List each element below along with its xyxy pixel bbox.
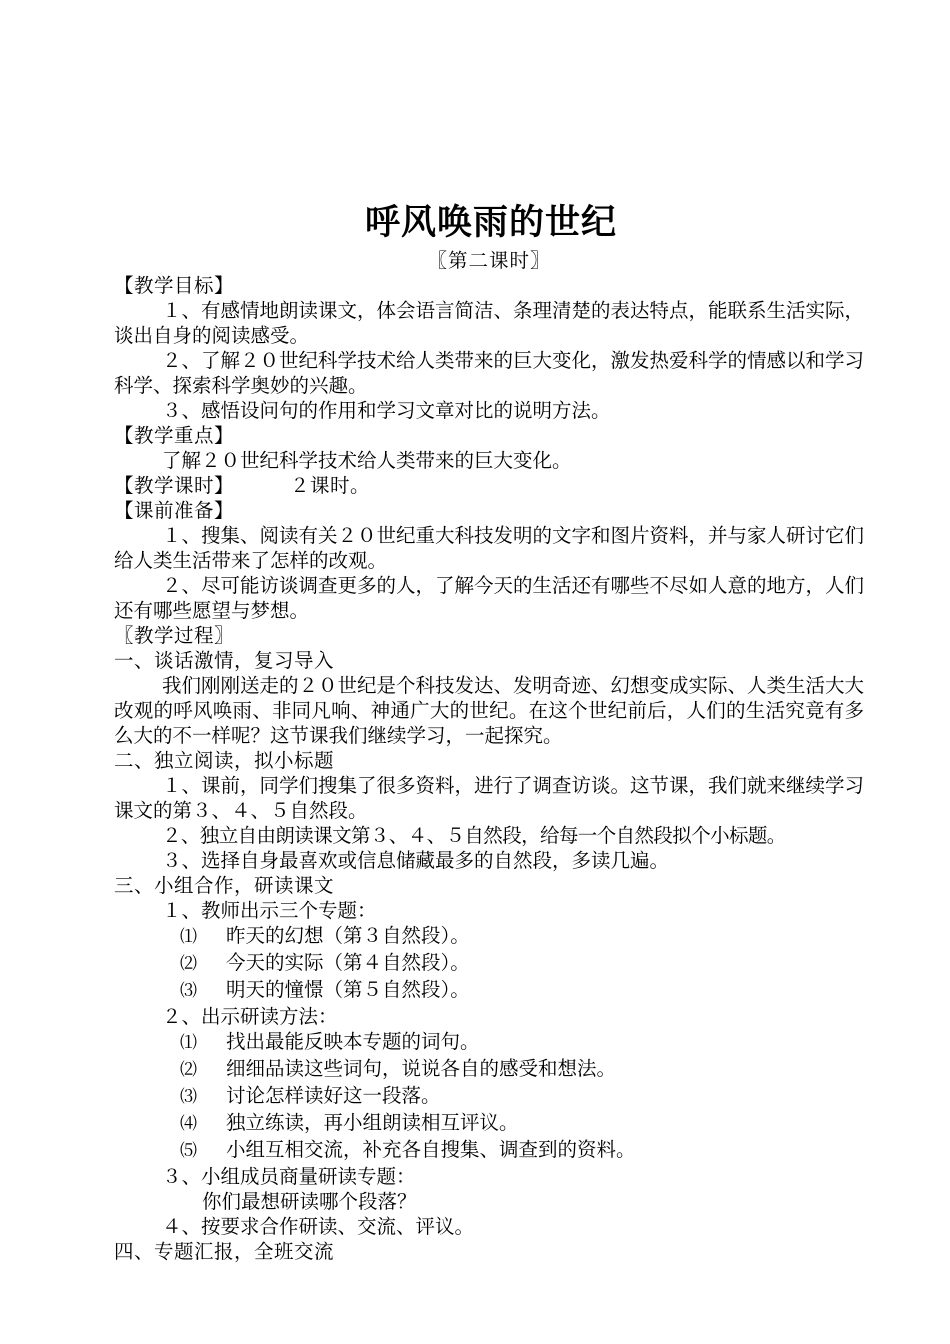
step-heading: 四、专题汇报，全班交流 (114, 1240, 335, 1263)
topic-text: 昨天的幻想（第３自然段）。 (226, 924, 470, 947)
list-number: ⑵ (180, 954, 197, 974)
step-item: ３、选择自身最喜欢或信息储藏最多的自然段，多读几遍。 (162, 849, 670, 872)
list-number: ⑴ (180, 927, 197, 947)
step-heading: 一、谈话激情，复习导入 (114, 649, 335, 672)
document-title: 呼风唤雨的世纪 (364, 203, 617, 243)
list-number: ⑶ (180, 981, 197, 1001)
topic-text: 今天的实际（第４自然段）。 (226, 951, 470, 974)
topic-text: 明天的憧憬（第５自然段）。 (226, 978, 470, 1001)
process-heading: 〖教学过程〗 (114, 624, 235, 647)
method-item (114, 1110, 864, 1137)
method-text: 小组互相交流，补充各自搜集、调查到的资料。 (226, 1138, 636, 1161)
periods-value: ２课时。 (290, 474, 371, 497)
discuss-intro: ３、小组成员商量研读专题： (162, 1165, 416, 1188)
step-heading: 二、独立阅读，拟小标题 (114, 749, 335, 772)
preparation-heading: 【课前准备】 (114, 499, 235, 522)
step-item: １、课前，同学们搜集了很多资料，进行了调查访谈。这节课，我们就来继续学习课文的第３、４、５自然段。 (114, 774, 865, 822)
list-number: ⑶ (180, 1087, 197, 1107)
method-text: 讨论怎样读好这一段落。 (226, 1084, 441, 1107)
method-item (114, 1029, 864, 1056)
step-item: ２、独立自由朗读课文第３、４、５自然段，给每一个自然段拟个小标题。 (162, 824, 786, 847)
topic-item (114, 977, 864, 1004)
discuss-question: 你们最想研读哪个段落？ (202, 1190, 417, 1213)
topic-item (114, 923, 864, 950)
list-number: ⑵ (180, 1060, 197, 1080)
objective-item: ３、感悟设问句的作用和学习文章对比的说明方法。 (162, 399, 611, 422)
topic-item (114, 950, 864, 977)
methods-intro: ２、出示研读方法： (162, 1005, 338, 1028)
list-number: ⑸ (180, 1141, 197, 1161)
list-number: ⑴ (180, 1033, 197, 1053)
step-heading: 三、小组合作，研读课文 (114, 874, 335, 897)
method-text: 独立练读，再小组朗读相互评议。 (226, 1111, 519, 1134)
key-point-heading: 【教学重点】 (114, 424, 235, 447)
preparation-item: ２、尽可能访谈调查更多的人，了解今天的生活还有哪些不尽如人意的地方，人们还有哪些愿望与梦想。 (114, 574, 865, 622)
periods-heading: 【教学课时】 (114, 474, 235, 497)
method-text: 细细品读这些词句，说说各自的感受和想法。 (226, 1057, 617, 1080)
objectives-heading: 【教学目标】 (114, 274, 235, 297)
objective-item: ２、了解２０世纪科学技术给人类带来的巨大变化，激发热爱科学的情感以和学习科学、探索科学奥妙的兴趣。 (114, 349, 865, 397)
preparation-item: １、搜集、阅读有关２０世纪重大科技发明的文字和图片资料，并与家人研讨它们给人类生活带来了怎样的改观。 (114, 524, 865, 572)
step-item: ４、按要求合作研读、交流、评议。 (162, 1215, 475, 1238)
method-item (114, 1056, 864, 1083)
periods-row (114, 473, 864, 498)
topics-intro: １、教师出示三个专题： (162, 899, 377, 922)
key-point-text: 了解２０世纪科学技术给人类带来的巨大变化。 (162, 449, 572, 472)
method-item (114, 1083, 864, 1110)
step-paragraph: 我们刚刚送走的２０世纪是个科技发达、发明奇迹、幻想变成实际、人类生活大大改观的呼风唤雨、非同凡响、神通广大的世纪。在这个世纪前后，人们的生活究竟有多么大的不一样呢？这节课我们继续学习，一起探究。 (114, 674, 865, 747)
method-text: 找出最能反映本专题的词句。 (226, 1030, 480, 1053)
method-item (114, 1137, 864, 1164)
list-number: ⑷ (180, 1114, 197, 1134)
document-page (114, 198, 864, 1264)
lesson-period-subtitle: 〖第二课时〗 (427, 249, 551, 272)
objective-item: １、有感情地朗读课文，体会语言简洁、条理清楚的表达特点，能联系生活实际，谈出自身的阅读感受。 (114, 299, 865, 347)
